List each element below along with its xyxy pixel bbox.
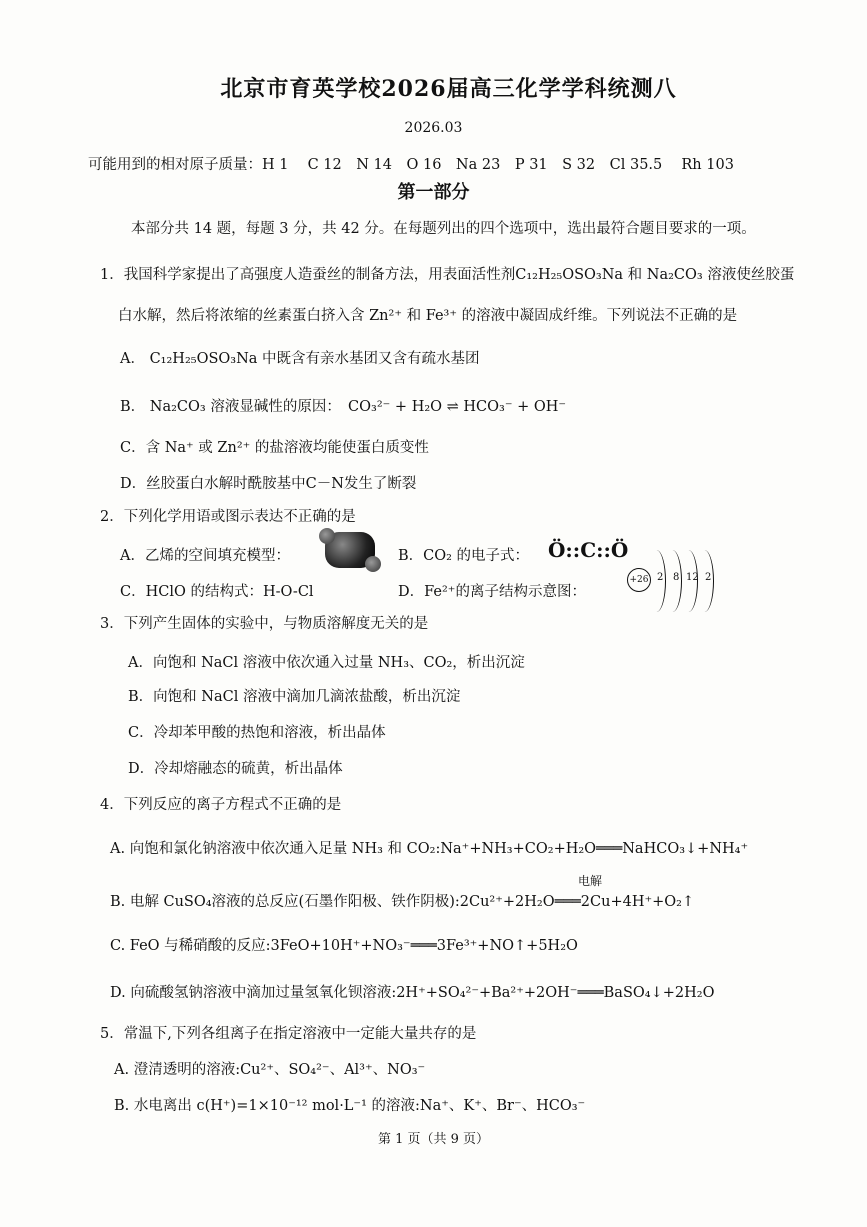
q5-option-b: B. 水电离出 c(H⁺)=1×10⁻¹² mol·L⁻¹ 的溶液:Na⁺、K⁺、Br⁻、HCO₃⁻ (114, 1098, 586, 1114)
q3-option-c: C．冷却苯甲酸的热饱和溶液，析出晶体 (128, 725, 386, 741)
q4-option-b: B. 电解 CuSO₄溶液的总反应(石墨作阳极、铁作阴极):2Cu²⁺+2H₂O═══2Cu+4H⁺+O₂↑ (110, 894, 695, 910)
q3-option-d: D．冷却熔融态的硫黄，析出晶体 (128, 761, 343, 777)
q4-stem: 4．下列反应的离子方程式不正确的是 (100, 797, 342, 813)
q1-option-b: B． Na₂CO₃ 溶液显碱性的原因： CO₃²⁻ + H₂O ⇌ HCO₃⁻ + OH⁻ (120, 399, 567, 415)
shell-1: 2 (657, 572, 664, 583)
shell-3: 12 (686, 572, 699, 583)
part-heading: 第一部分 (397, 182, 470, 203)
q3-stem: 3．下列产生固体的实验中，与物质溶解度无关的是 (100, 616, 429, 632)
q4-option-d: D. 向硫酸氢钠溶液中滴加过量氢氧化钡溶液:2H⁺+SO₄²⁻+Ba²⁺+2OH⁻═══BaSO₄↓+2H₂O (110, 985, 715, 1001)
co2-electron-formula: Ö::C::Ö (548, 538, 629, 562)
nucleus: +26 (627, 568, 651, 592)
ethylene-space-filling-model (325, 532, 375, 568)
q1-stem-line2: 白水解，然后将浓缩的丝素蛋白挤入含 Zn²⁺ 和 Fe³⁺ 的溶液中凝固成纤维。下列说法不正确的是 (118, 308, 738, 324)
q1-option-a: A． C₁₂H₂₅OSO₃Na 中既含有亲水基团又含有疏水基团 (120, 351, 480, 367)
q4-option-c: C. FeO 与稀硝酸的反应:3FeO+10H⁺+NO₃⁻═══3Fe³⁺+NO↑+5H₂O (110, 938, 578, 954)
q1-option-c: C．含 Na⁺ 或 Zn²⁺ 的盐溶液均能使蛋白质变性 (120, 440, 429, 456)
q3-option-b: B．向饱和 NaCl 溶液中滴加几滴浓盐酸，析出沉淀 (128, 689, 461, 705)
fe2-ion-structure-diagram (625, 550, 715, 615)
q5-option-a: A. 澄清透明的溶液:Cu²⁺、SO₄²⁻、Al³⁺、NO₃⁻ (114, 1062, 426, 1078)
q1-stem-line1: 1．我国科学家提出了高强度人造蚕丝的制备方法，用表面活性剂C₁₂H₂₅OSO₃Na 和 Na₂CO₃ 溶液使丝胶蛋 (100, 267, 795, 283)
q2-option-d: D．Fe²⁺的离子结构示意图： (398, 584, 586, 600)
q2-option-a: A．乙烯的空间填充模型： (120, 548, 290, 564)
q2-stem: 2．下列化学用语或图示表达不正确的是 (100, 509, 356, 525)
q2-option-b: B．CO₂ 的电子式： (398, 548, 530, 564)
shell-4: 2 (705, 572, 712, 583)
q1-option-d: D．丝胶蛋白水解时酰胺基中C－N发生了断裂 (120, 476, 417, 492)
atomic-masses: 可能用到的相对原子质量：H 1 C 12 N 14 O 16 Na 23 P 31 S 32 Cl 35.5 Rh 103 (88, 157, 734, 173)
electrolysis-condition: 电解 (578, 874, 603, 888)
q5-stem: 5．常温下,下列各组离子在指定溶液中一定能大量共存的是 (100, 1026, 477, 1042)
page-number: 第 1 页（共 9 页） (377, 1132, 490, 1147)
exam-date: 2026.03 (404, 120, 463, 136)
shell-2: 8 (673, 572, 680, 583)
q2-option-c: C．HClO 的结构式：H-O-Cl (120, 584, 314, 600)
q4-option-a: A. 向饱和氯化钠溶液中依次通入足量 NH₃ 和 CO₂:Na⁺+NH₃+CO₂+H₂O═══NaHCO₃↓+NH₄⁺ (110, 841, 749, 857)
q3-option-a: A．向饱和 NaCl 溶液中依次通入过量 NH₃、CO₂，析出沉淀 (128, 655, 525, 671)
page-title: 北京市育英学校2026届高三化学学科统测八 (220, 76, 677, 102)
section-intro: 本部分共 14 题，每题 3 分，共 42 分。在每题列出的四个选项中，选出最符合题目要求的一项。 (131, 221, 756, 237)
